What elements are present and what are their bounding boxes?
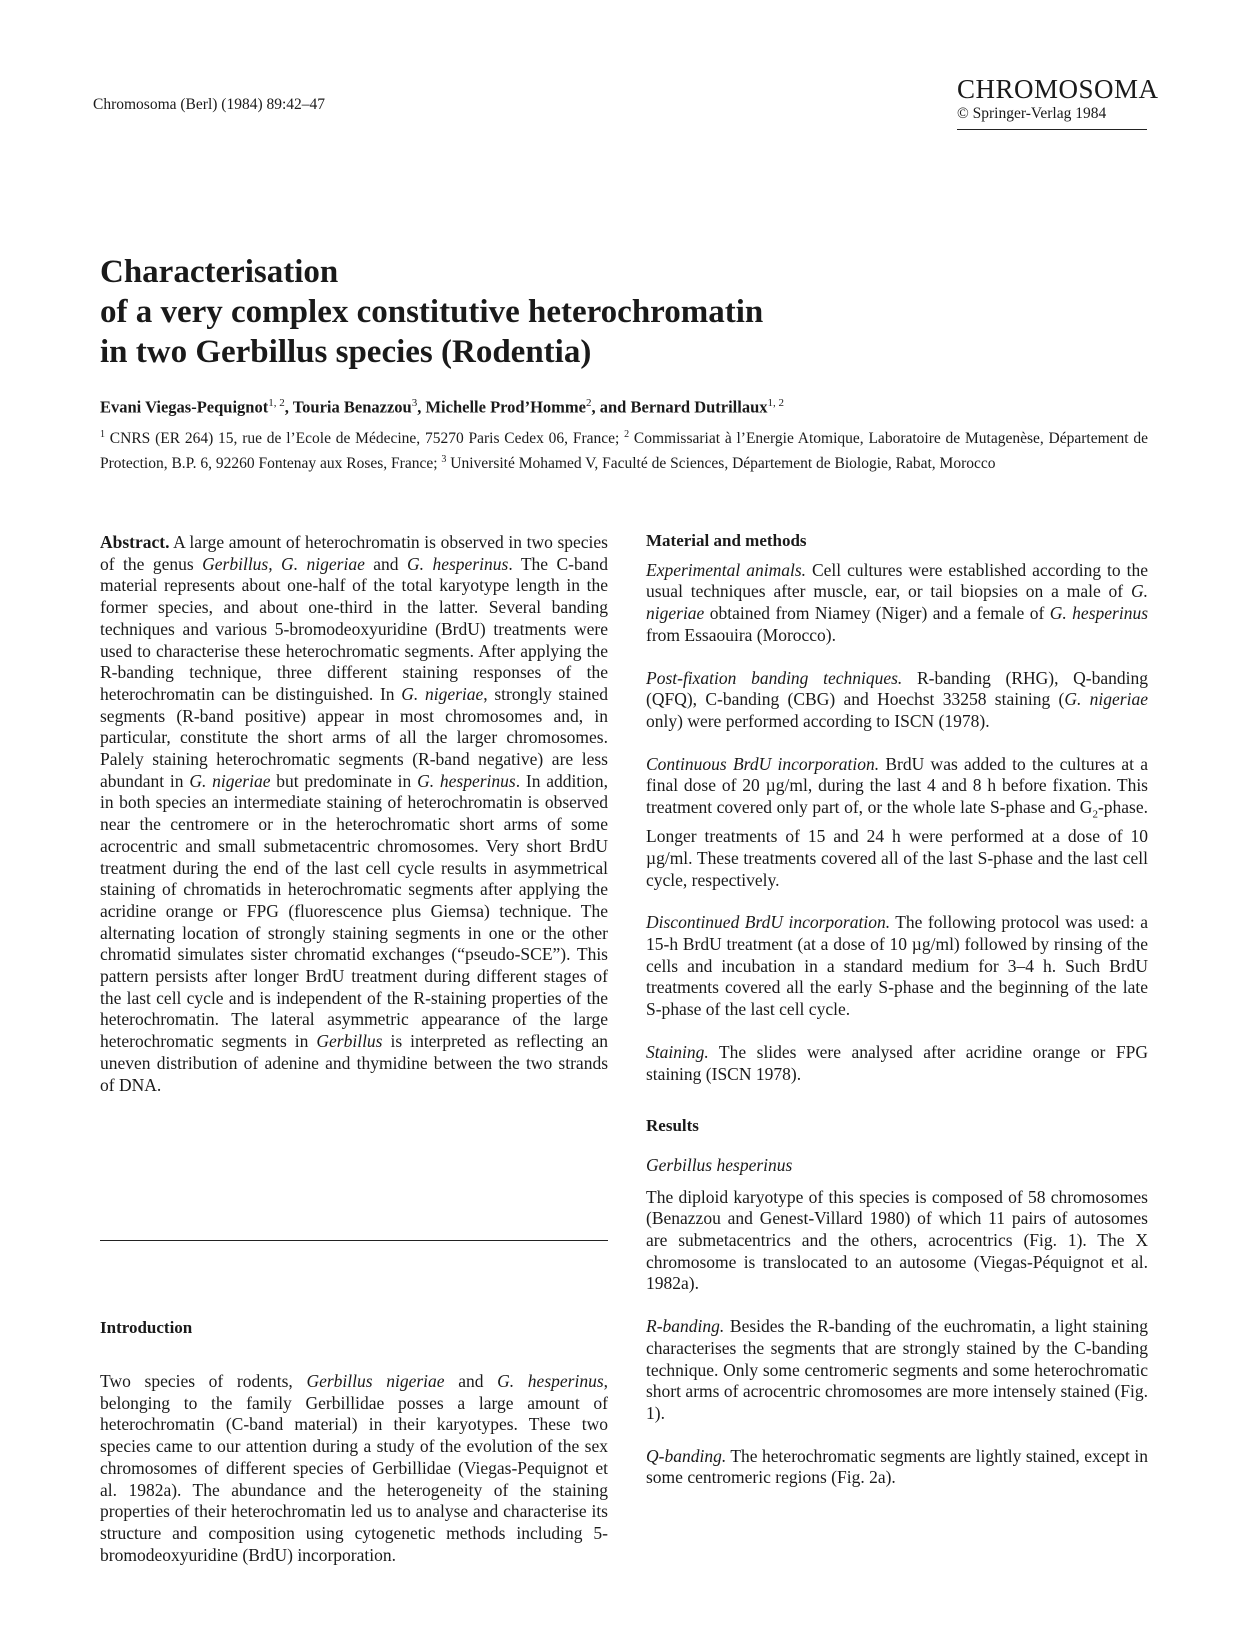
results-q-banding bbox=[646, 1446, 1148, 1489]
runin-label: R-banding. bbox=[646, 1316, 725, 1337]
author-affil-mark: 2 bbox=[586, 397, 592, 409]
runin-label: Staining. bbox=[646, 1041, 709, 1062]
affiliation-text: Commissariat à l’Energie Atomique, Laboratoire de Mutagenèse, Département de Protection, B.P. 6, 92260 Fontenay aux Roses, France; bbox=[100, 430, 1148, 473]
methods-text: -phase. Longer treatments of 15 and 24 h were performed at a dose of 10 µg/ml. These treatments covered all of the last S-phase and the last cell cycle, respectively. bbox=[646, 797, 1148, 890]
species-name: G. nigeriae bbox=[1064, 689, 1148, 710]
species-name: G. hesperinus bbox=[417, 770, 516, 791]
journal-name: CHROMOSOMA bbox=[957, 74, 1159, 104]
species-name: G. nigeriae bbox=[401, 683, 484, 704]
intro-text: and bbox=[444, 1371, 498, 1391]
introduction-heading: Introduction bbox=[100, 1318, 193, 1337]
species-name: G. nigeriae bbox=[189, 770, 271, 791]
affil-mark: 1 bbox=[100, 429, 105, 440]
author-name: Touria Benazzou bbox=[292, 397, 412, 417]
species-name: G. hesperinus bbox=[1049, 603, 1149, 624]
author-name: Evani Viegas-Pequignot bbox=[100, 397, 269, 417]
title-line: Characterisation bbox=[100, 254, 339, 290]
abstract bbox=[100, 532, 608, 1096]
results-subheading: Gerbillus hesperinus bbox=[646, 1154, 793, 1175]
abstract-divider bbox=[100, 1240, 608, 1241]
author-name: Michelle Prod’Homme bbox=[425, 397, 586, 417]
species-name: Gerbillus, G. nigeriae bbox=[202, 553, 365, 574]
abstract-label: Abstract. bbox=[100, 532, 170, 552]
results-heading: Results bbox=[646, 1116, 699, 1136]
results-r-banding bbox=[646, 1316, 1148, 1425]
title-line: in two Gerbillus species (Rodentia) bbox=[100, 334, 592, 370]
methods-text: BrdU was added to the cultures at a final dose of 20 µg/ml, during the last 4 and 8 h before fixation. This treatment covered only part of, or the whole late S-phase and G bbox=[646, 753, 1148, 818]
methods-discontinued-brdu bbox=[646, 912, 1148, 1021]
author-list bbox=[100, 397, 784, 418]
methods-text: R-banding (RHG), Q-banding (QFQ), C-banding (CBG) and Hoechst 33258 staining ( bbox=[646, 667, 1149, 710]
abstract-text: but predominate in bbox=[270, 770, 418, 791]
abstract-text: , strongly stained segments (R-band positive) appear in most chromosomes and, in particular, constitute the short arms of all the larger chromosomes. Palely staining heterochromatic segments (R-band negative) are less abundant in bbox=[100, 683, 608, 791]
results-text: The heterochromatic segments are lightly stained, except in some centromeric regions (Fig. 2a). bbox=[646, 1445, 1148, 1488]
methods-text: only) were performed according to ISCN (1978). bbox=[646, 710, 990, 731]
abstract-text: and bbox=[364, 553, 408, 574]
abstract-text: . In addition, in both species an intermediate staining of heterochromatin is observed near the centromere or in the heterochromatic short arms of some acrocentric and small submetacentric chromosomes. Very short BrdU treatment during the end of the last cell cycle results in asymmetrical staining of chromatids in heterochromatic segments after applying the acridine orange or FPG (fluorescence plus Giemsa) technique. The alternating location of strongly staining segments in one or the other chromatid simulates sister chromatid exchanges (“pseudo-SCE”). This pattern persists after longer BrdU treatment during different stages of the last cell cycle and is independent of the R-staining properties of the heterochromatin. The lateral asymmetric appearance of the large heterochromatic segments in bbox=[100, 770, 608, 1052]
methods-staining bbox=[646, 1042, 1148, 1085]
runin-label: Q-banding. bbox=[646, 1445, 727, 1466]
abstract-text: . The C-band material represents about one-half of the total karyotype length in the former species, and about one-third in the latter. Several banding techniques and various 5-bromodeoxyuridine (BrdU) treatments were used to characterise these heterochromatic segments. After applying the R-banding technique, three different staining responses of the heterochromatin can be distinguished. In bbox=[100, 553, 608, 704]
affil-mark: 2 bbox=[624, 429, 630, 440]
methods-text: obtained from Niamey (Niger) and a female of bbox=[704, 603, 1050, 624]
runin-label: Post-fixation banding techniques. bbox=[646, 667, 903, 688]
methods-results-column bbox=[646, 530, 1148, 1489]
methods-text: from Essaouira (Morocco). bbox=[646, 624, 837, 645]
affil-mark: 3 bbox=[441, 454, 447, 466]
author-affil-mark: 3 bbox=[411, 397, 418, 409]
author-separator: , bbox=[284, 397, 293, 417]
abstract-paragraph bbox=[100, 532, 608, 1096]
runin-label: Experimental animals. bbox=[646, 559, 807, 580]
results-paragraph: The diploid karyotype of this species is composed of 58 chromosomes (Benazzou and Genest-Villard 1980) of which 11 pairs of autosomes are submetacentrics and the others, acrocentrics (Fig. 1). The X chromosome is translocated to an autosome (Viegas-Péquignot et al. 1982a). bbox=[646, 1186, 1148, 1294]
species-name: G. nigeriae bbox=[646, 581, 1148, 624]
author-separator: , bbox=[417, 397, 426, 417]
intro-text: , belonging to the family Gerbillidae posses a large amount of heterochromatin (C-band material) in their karyotypes. These two species came to our attention during a study of the evolution of the sex chromosomes of different species of Gerbillidae (Viegas-Pequignot et al. 1982a). The abundance and the heterogeneity of the staining properties of their heterochromatin led us to analyse and characterise its structure and composition using cytogenetic methods including 5-bromodeoxyuridine (BrdU) incorporation. bbox=[100, 1371, 609, 1565]
title-line: of a very complex constitutive heterochromatin bbox=[100, 294, 764, 330]
methods-text: The following protocol was used: a 15-h BrdU treatment (at a dose of 10 µg/ml) followed by rinsing of the cells and incubation in a standard medium for 3–4 h. Such BrdU treatments covered all the early S-phase and the beginning of the late S-phase of the last cell cycle. bbox=[646, 912, 1148, 1020]
affiliation-text: Université Mohamed V, Faculté de Sciences, Département de Biologie, Rabat, Morocco bbox=[446, 455, 996, 473]
species-name: Gerbillus bbox=[316, 1031, 383, 1052]
subscript: 2 bbox=[1092, 808, 1098, 821]
abstract-text: A large amount of heterochromatin is observed in two species of the genus bbox=[100, 532, 608, 574]
author-affil-mark: 1, 2 bbox=[268, 397, 285, 409]
methods-text: The slides were analysed after acridine orange or FPG staining (ISCN 1978). bbox=[646, 1041, 1148, 1084]
article-title bbox=[100, 252, 1100, 372]
runin-label: Discontinued BrdU incorporation. bbox=[646, 912, 891, 933]
species-name: Gerbillus nigeriae bbox=[306, 1371, 445, 1391]
methods-experimental-animals bbox=[646, 560, 1148, 647]
species-name: G. hesperinus bbox=[407, 553, 509, 574]
author-name: Bernard Dutrillaux bbox=[630, 397, 768, 417]
results-text: Besides the R-banding of the euchromatin, a light staining characterises the segments that are strongly stained by the C-banding technique. Only some centromeric segments and some heterochromatic short arms of acrocentric chromosomes are more intensely stained (Fig. 1). bbox=[646, 1316, 1148, 1423]
methods-post-fixation bbox=[646, 668, 1148, 733]
methods-heading: Material and methods bbox=[646, 531, 807, 550]
affiliation-text: CNRS (ER 264) 15, rue de l’Ecole de Médecine, 75270 Paris Cedex 06, France; bbox=[105, 430, 625, 448]
copyright-notice: © Springer-Verlag 1984 bbox=[957, 105, 1107, 122]
introduction-body bbox=[100, 1371, 608, 1566]
species-name: G. hesperinus bbox=[497, 1371, 604, 1391]
masthead-rule bbox=[957, 129, 1147, 130]
journal-masthead bbox=[957, 74, 1159, 124]
abstract-text: is interpreted as reflecting an uneven distribution of adenine and thymidine between the two strands of DNA. bbox=[100, 1031, 608, 1095]
affiliations bbox=[100, 424, 1148, 474]
runin-label: Continuous BrdU incorporation. bbox=[646, 753, 880, 774]
author-affil-mark: 1, 2 bbox=[767, 397, 785, 409]
methods-continuous-brdu bbox=[646, 754, 1148, 892]
journal-reference: Chromosoma (Berl) (1984) 89:42–47 bbox=[93, 96, 326, 113]
author-separator: , and bbox=[591, 397, 631, 417]
methods-text: Cell cultures were established according to the usual techniques after muscle, ear, or tail biopsies on a male of bbox=[646, 559, 1148, 602]
intro-text: Two species of rodents, bbox=[100, 1371, 307, 1391]
introduction-paragraph bbox=[100, 1371, 608, 1566]
